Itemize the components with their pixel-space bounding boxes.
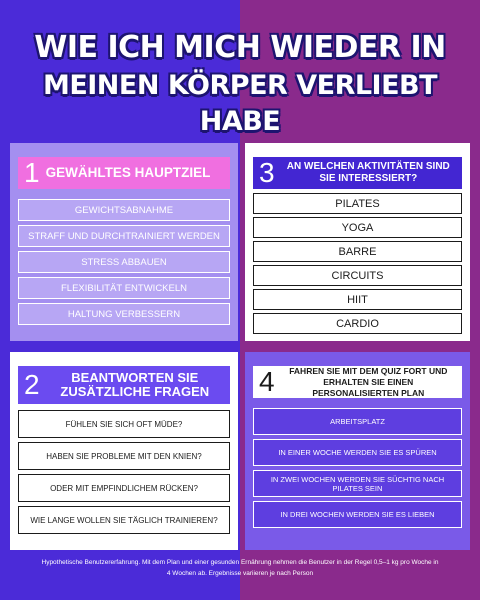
disclaimer-text: Hypothetische Benutzererfahrung. Mit dem Plan und einer gesunden Ernährung nehmen die Benutzer in der Regel 0,5–1 kg pro Woche in 4 Wochen ab. Ergebnisse variieren je nach Person [41, 559, 439, 577]
question-option[interactable]: ODER MIT EMPFINDLICHEM RÜCKEN? [18, 474, 230, 502]
goal-options [18, 199, 230, 325]
goal-option[interactable]: GEWICHTSABNAHME [18, 199, 230, 221]
question-option[interactable]: WIE LANGE WOLLEN SIE TÄGLICH TRAINIEREN? [18, 506, 230, 534]
step-number: 2 [24, 369, 40, 400]
question-option[interactable]: HABEN SIE PROBLEME MIT DEN KNIEN? [18, 442, 230, 470]
questions-panel-title: BEANTWORTEN SIE ZUSÄTZLICHE FRAGEN [60, 370, 210, 399]
goal-panel-header [18, 157, 230, 189]
headline-line-1: WIE ICH MICH WIEDER IN [34, 30, 446, 65]
activity-option[interactable]: CIRCUITS [253, 265, 462, 286]
plan-options [253, 408, 462, 528]
activities-panel-header [253, 157, 462, 189]
activities-panel-title: AN WELCHEN AKTIVITÄTEN SIND SIE INTERESSIERT? [286, 161, 450, 184]
activity-option[interactable]: HIIT [253, 289, 462, 310]
goal-option[interactable]: FLEXIBILITÄT ENTWICKELN [18, 277, 230, 299]
plan-option[interactable]: IN ZWEI WOCHEN WERDEN SIE SÜCHTIG NACH PILATES SEIN [253, 470, 462, 497]
plan-panel [245, 352, 470, 550]
goal-panel [10, 143, 238, 341]
activities-panel [245, 143, 470, 341]
question-options [18, 410, 230, 534]
activity-option[interactable]: YOGA [253, 217, 462, 238]
step-number: 3 [259, 157, 275, 188]
activity-option[interactable]: PILATES [253, 193, 462, 214]
plan-panel-header [253, 366, 462, 398]
questions-panel-header [18, 366, 230, 404]
plan-option[interactable]: IN EINER WOCHE WERDEN SIE ES SPÜREN [253, 439, 462, 466]
questions-panel [10, 352, 238, 550]
goal-panel-title: GEWÄHLTES HAUPTZIEL [45, 165, 211, 180]
goal-option[interactable]: HALTUNG VERBESSERN [18, 303, 230, 325]
activity-option[interactable]: CARDIO [253, 313, 462, 334]
activity-options [253, 193, 462, 334]
step-number: 4 [259, 366, 275, 397]
activity-option[interactable]: BARRE [253, 241, 462, 262]
step-number: 1 [24, 157, 40, 188]
headline-line-2: MEINEN KÖRPER VERLIEBT HABE [42, 70, 438, 137]
plan-panel-title: FAHREN SIE MIT DEM QUIZ FORT UND ERHALTEN SIE EINEN PERSONALISIERTEN PLAN [289, 365, 448, 398]
plan-option[interactable]: IN DREI WOCHEN WERDEN SIE ES LIEBEN [253, 501, 462, 528]
goal-option[interactable]: STRAFF UND DURCHTRAINIERT WERDEN [18, 225, 230, 247]
plan-option[interactable]: ARBEITSPLATZ [253, 408, 462, 435]
question-option[interactable]: FÜHLEN SIE SICH OFT MÜDE? [18, 410, 230, 438]
goal-option[interactable]: STRESS ABBAUEN [18, 251, 230, 273]
headline [0, 30, 480, 140]
